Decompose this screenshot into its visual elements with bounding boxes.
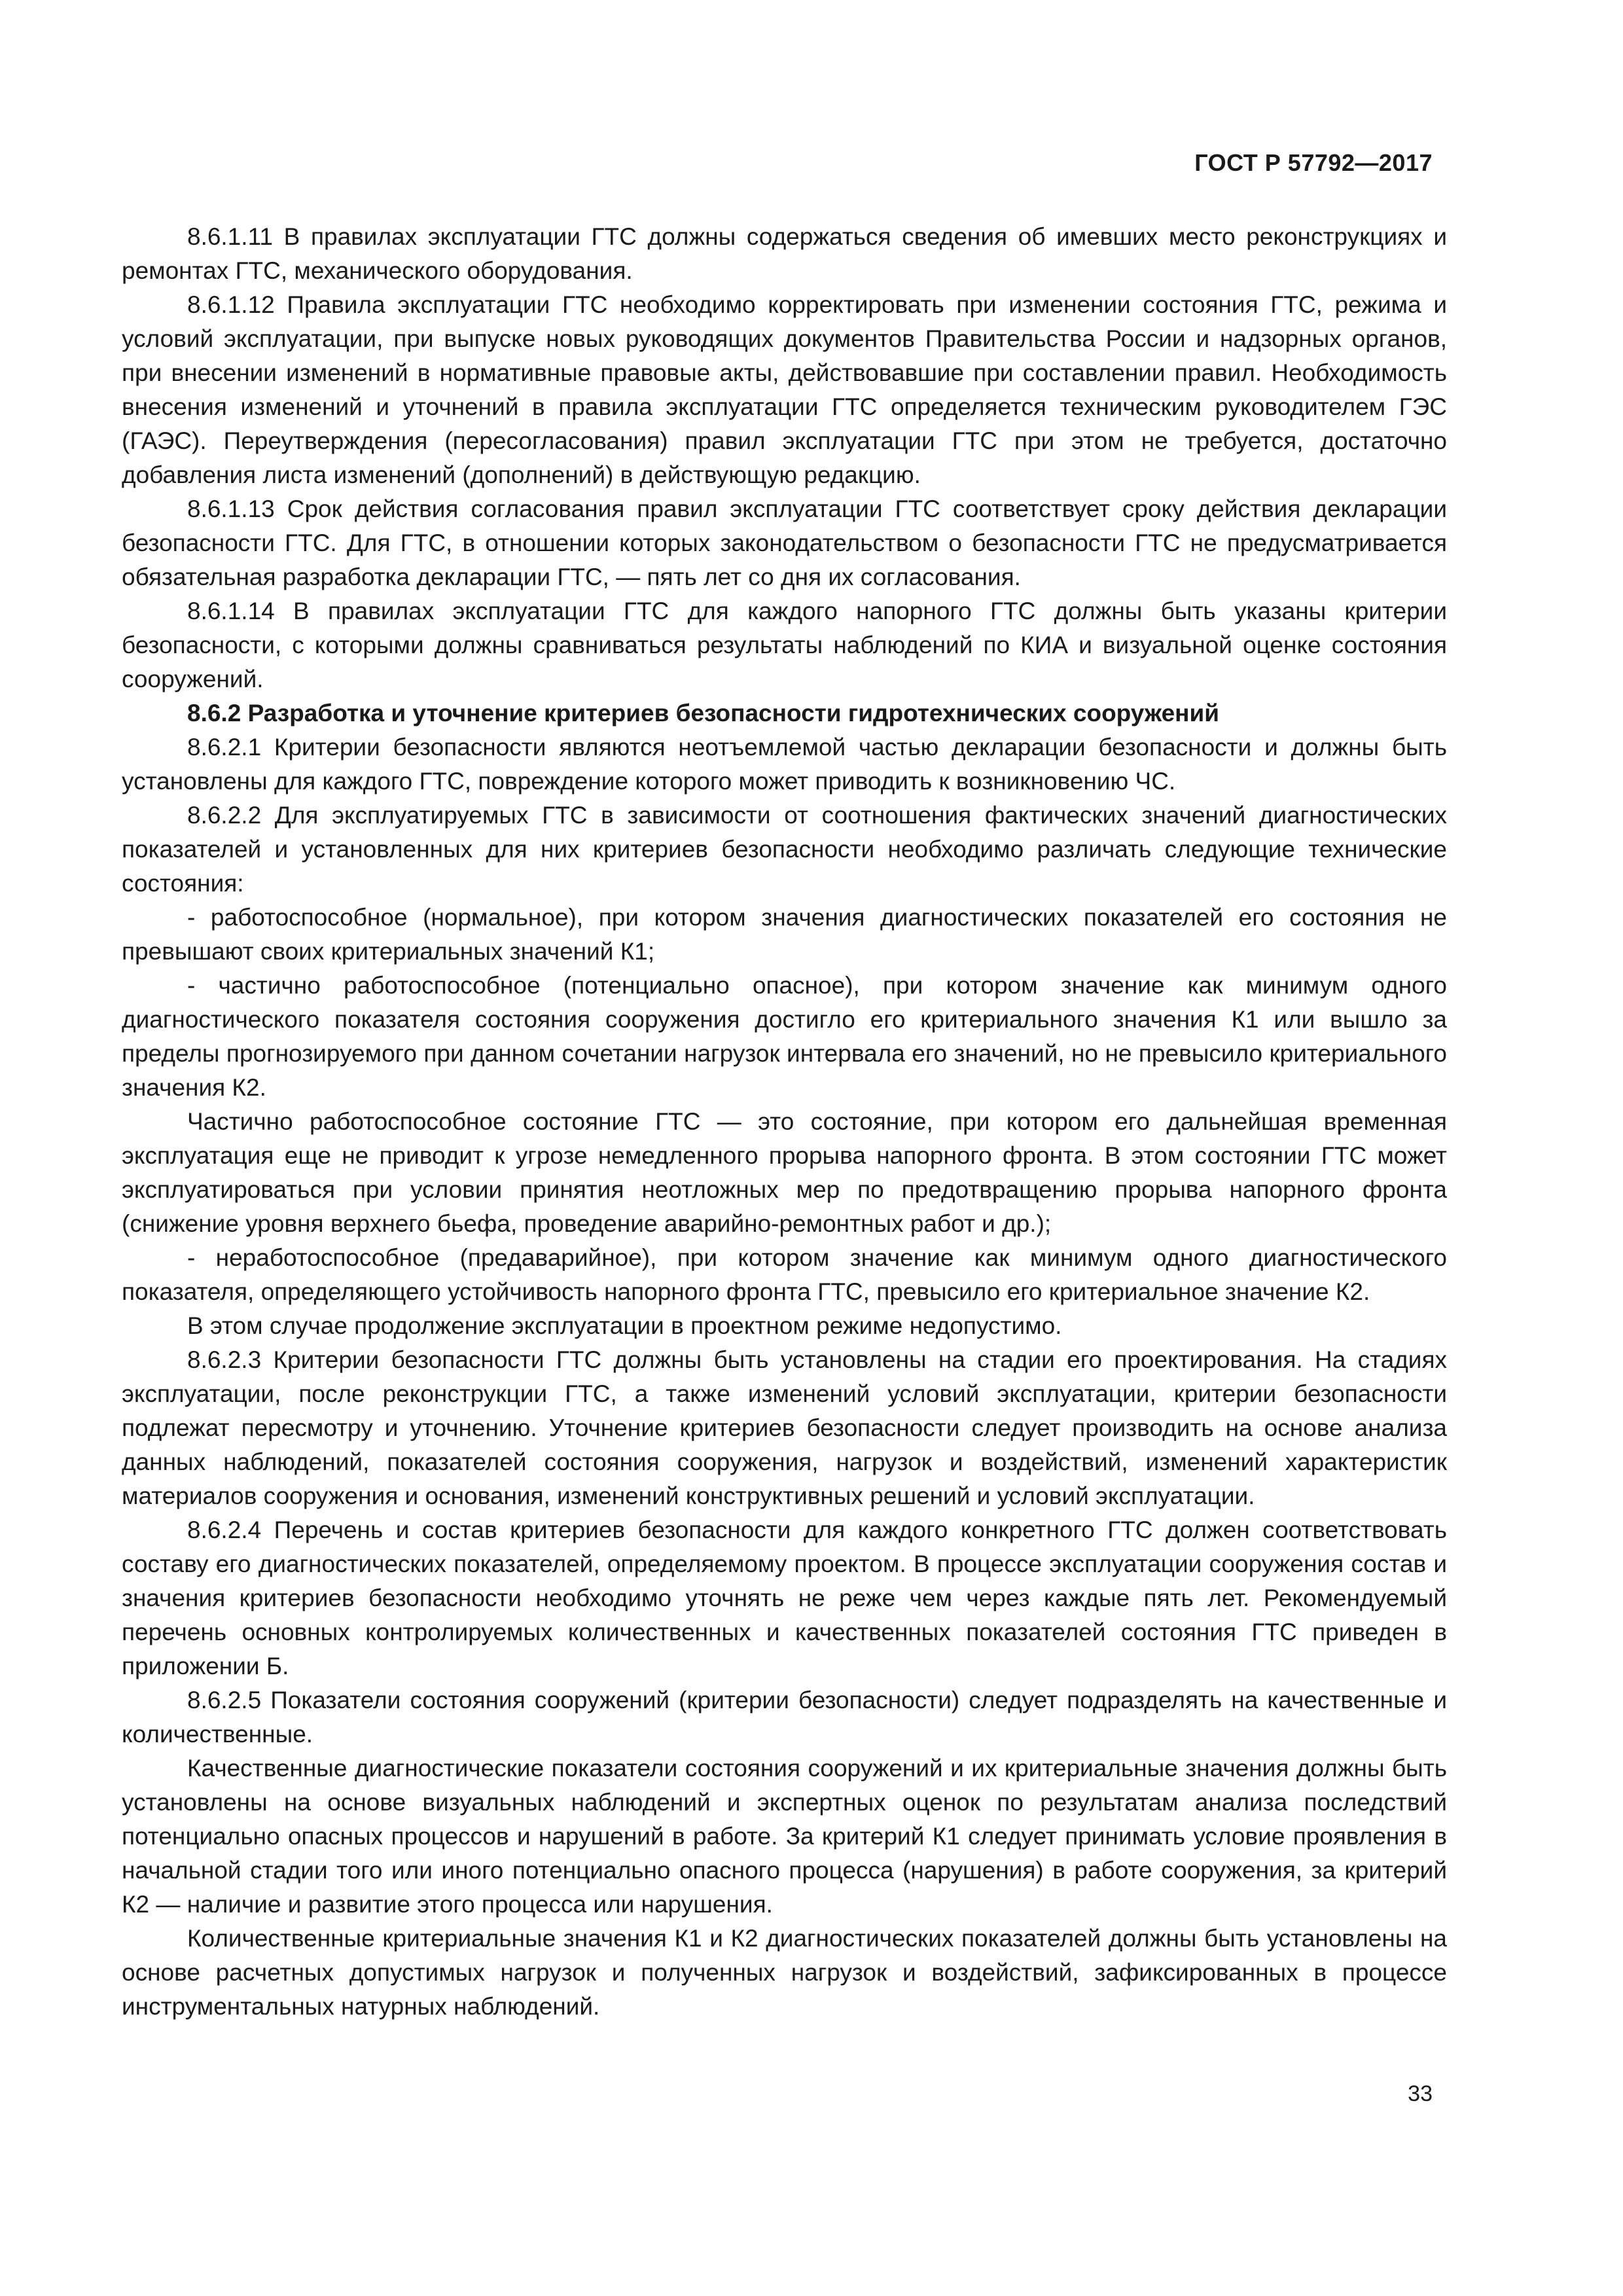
document-body: [122, 220, 1447, 2024]
section-heading-8-6-2: 8.6.2 Разработка и уточнение критериев безопасности гидротехнических сооружений: [187, 700, 1219, 726]
paragraph-quantitative-indicators: Количественные критериальные значения К1 и К2 диагностических показателей должны быть установлены на основе расчетных допустимых нагрузок и полученных нагрузок и воздействий, зафиксированных в процессе инструментальных натурных наблюдений.: [122, 1925, 1447, 2020]
paragraph-8-6-2-5: 8.6.2.5 Показатели состояния сооружений (критерии безопасности) следует подразделять на качественные и количественные.: [122, 1687, 1447, 1748]
paragraph-8-6-1-11: 8.6.1.11 В правилах эксплуатации ГТС должны содержаться сведения об имевших место реконструкциях и ремонтах ГТС, механического оборудования.: [122, 223, 1447, 284]
list-item-partially-operable: - частично работоспособное (потенциально опасное), при котором значение как минимум одного диагностического показателя состояния сооружения достигло его критериального значения К1 или вышло за пределы прогнозируемого при данном сочетании нагрузок интервала его значений, но не превысило критериального значения К2.: [122, 972, 1447, 1101]
paragraph-inoperable-note: В этом случае продолжение эксплуатации в проектном режиме недопустимо.: [187, 1312, 1062, 1339]
paragraph-8-6-2-2: 8.6.2.2 Для эксплуатируемых ГТС в зависимости от соотношения фактических значений диагностических показателей и установленных для них критериев безопасности необходимо различать следующие технические состояния:: [122, 802, 1447, 897]
list-item-operable: - работоспособное (нормальное), при котором значения диагностических показателей его состояния не превышают своих критериальных значений К1;: [122, 904, 1447, 965]
paragraph-8-6-2-1: 8.6.2.1 Критерии безопасности являются неотъемлемой частью декларации безопасности и должны быть установлены для каждого ГТС, повреждение которого может приводить к возникновению ЧС.: [122, 734, 1447, 795]
paragraph-qualitative-indicators: Качественные диагностические показатели состояния сооружений и их критериальные значения должны быть установлены на основе визуальных наблюдений и экспертных оценок по результатам анализа последствий потенциально опасных процессов и нарушений в работе. За критерий К1 следует принимать условие проявления в начальной стадии того или иного потенциально опасного процесса (нарушения) в работе сооружения, за критерий К2 — наличие и развитие этого процесса или нарушения.: [122, 1755, 1447, 1918]
paragraph-8-6-1-12: 8.6.1.12 Правила эксплуатации ГТС необходимо корректировать при изменении состояния ГТС, режима и условий эксплуатации, при выпуске новых руководящих документов Правительства России и надзорных органов, при внесении изменений в нормативные правовые акты, действовавшие при составлении правил. Необходимость внесения изменений и уточнений в правила эксплуатации ГТС определяется техническим руководителем ГЭС (ГАЭС). Переутверждения (пересогласования) правил эксплуатации ГТС при этом не требуется, достаточно добавления листа изменений (дополнений) в действующую редакцию.: [122, 291, 1447, 488]
document-header: ГОСТ Р 57792—2017: [1194, 149, 1433, 176]
paragraph-8-6-2-4: 8.6.2.4 Перечень и состав критериев безопасности для каждого конкретного ГТС должен соответствовать составу его диагностических показателей, определяемому проектом. В процессе эксплуатации сооружения состав и значения критериев безопасности необходимо уточнять не реже чем через каждые пять лет. Рекомендуемый перечень основных контролируемых количественных и качественных показателей состояния ГТС приведен в приложении Б.: [122, 1516, 1447, 1679]
list-item-inoperable: - неработоспособное (предаварийное), при котором значение как минимум одного диагностического показателя, определяющего устойчивость напорного фронта ГТС, превысило его критериальное значение К2.: [122, 1244, 1447, 1305]
paragraph-partially-operable-note: Частично работоспособное состояние ГТС — это состояние, при котором его дальнейшая временная эксплуатация еще не приводит к угрозе немедленного прорыва напорного фронта. В этом состоянии ГТС может эксплуатироваться при условии принятия неотложных мер по предотвращению прорыва напорного фронта (снижение уровня верхнего бьефа, проведение аварийно-ремонтных работ и др.);: [122, 1108, 1447, 1237]
paragraph-8-6-2-3: 8.6.2.3 Критерии безопасности ГТС должны быть установлены на стадии его проектирования. На стадиях эксплуатации, после реконструкции ГТС, а также изменений условий эксплуатации, критерии безопасности подлежат пересмотру и уточнению. Уточнение критериев безопасности следует производить на основе анализа данных наблюдений, показателей состояния сооружения, нагрузок и воздействий, изменений характеристик материалов сооружения и основания, изменений конструктивных решений и условий эксплуатации.: [122, 1346, 1447, 1509]
page-number: 33: [1408, 2081, 1433, 2106]
paragraph-8-6-1-13: 8.6.1.13 Срок действия согласования правил эксплуатации ГТС соответствует сроку действия декларации безопасности ГТС. Для ГТС, в отношении которых законодательством о безопасности ГТС не предусматривается обязательная разработка декларации ГТС, — пять лет со дня их согласования.: [122, 495, 1447, 590]
paragraph-8-6-1-14: 8.6.1.14 В правилах эксплуатации ГТС для каждого напорного ГТС должны быть указаны критерии безопасности, с которыми должны сравниваться результаты наблюдений по КИА и визуальной оценке состояния сооружений.: [122, 598, 1447, 692]
